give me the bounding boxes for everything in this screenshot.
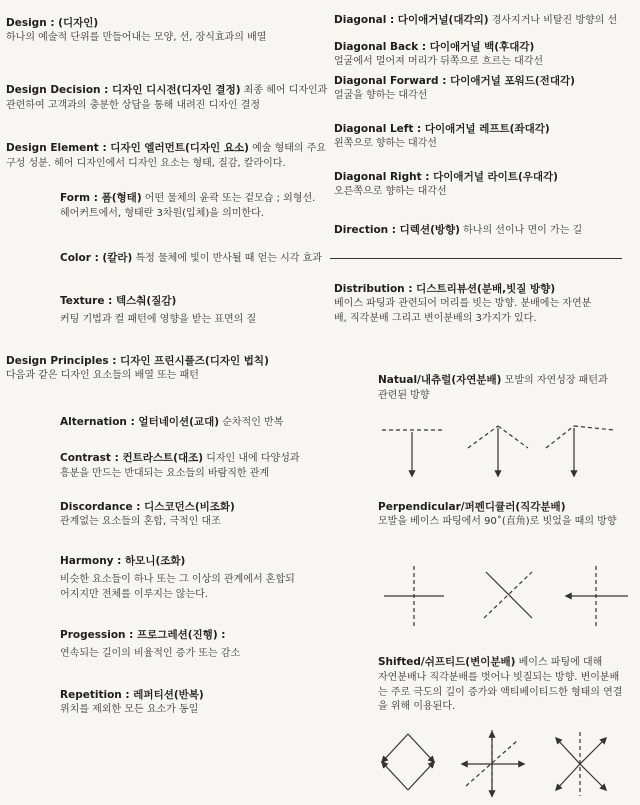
discordance-entry <box>60 500 328 530</box>
form-entry <box>60 184 328 222</box>
perpendicular-diagram-1 <box>384 566 444 626</box>
repetition-title: Repetition : 레퍼티션(반복) <box>60 689 204 701</box>
texture-title: Texture : 텍스춰(질감) <box>60 295 177 307</box>
texture-desc: 커팅 기법과 컬 패턴에 영향을 받는 표면의 질 <box>60 314 257 326</box>
shifted-desc: 자연분배나 직각분배를 벗어나 빗질되는 방향. 변이분배는 주로 극도의 길이 증가와 액티베이티드한 형태의 연결을 위해 이용된다. <box>378 672 623 713</box>
direction-entry <box>334 216 634 239</box>
perpendicular-distribution-diagram <box>380 566 630 632</box>
arrow-left-down <box>382 762 408 790</box>
diagonal-left-desc: 왼쪽으로 향하는 대각선 <box>334 138 437 150</box>
arrow-down-right <box>580 764 606 790</box>
discordance-desc: 관계없는 요소들의 혼합, 극적인 대조 <box>60 516 221 528</box>
design-decision-entry <box>6 76 328 114</box>
diagonal-forward-entry <box>334 74 634 104</box>
discordance-title: Discordance : 디스코던스(비조화) <box>60 501 235 513</box>
contrast-title: Contrast : 컨트라스트(대조) <box>60 452 204 464</box>
diagonal-forward-desc: 얼굴을 향하는 대각선 <box>334 90 428 102</box>
natural-title: Natual/내츄럴(자연분배) <box>378 374 502 386</box>
perpendicular-diagram-2 <box>484 572 532 618</box>
diagonal-back-desc: 얼굴에서 멀어져 머리가 뒤쪽으로 흐르는 대각선 <box>334 56 544 68</box>
perpendicular-desc: 모발을 베이스 파팅에서 90˚(直角)로 빗었을 때의 방향 <box>378 516 617 528</box>
design-decision-desc: 관련하여 고객과의 충분한 상담을 통해 내려진 디자인 결정 <box>6 100 261 112</box>
shifted-entry <box>378 648 636 715</box>
alternation-title: Alternation : 얼터네이션(교대) <box>60 416 220 428</box>
perpendicular-diagram-3 <box>566 566 628 626</box>
shifted-diagram-2 <box>462 730 524 798</box>
color-entry <box>60 244 328 267</box>
shifted-diagram-3 <box>556 732 606 796</box>
contrast-entry <box>60 444 328 482</box>
section-divider <box>330 258 622 259</box>
design-principles-entry <box>6 354 328 384</box>
diagonal-forward-title: Diagonal Forward : 다이애거널 포워드(전대각) <box>334 75 575 87</box>
diagonal-title: Diagonal : 다이애거널(대각의) <box>334 14 489 26</box>
alternation-title-tail: 순차적인 반복 <box>219 417 284 428</box>
distribution-entry <box>334 282 602 326</box>
progession-entry <box>60 628 328 662</box>
arrow-right-down <box>408 762 434 790</box>
distribution-desc: 베이스 파팅과 관련되어 머리를 빗는 방향. 분배에는 자연분배, 직각분배 그리고 변이분배의 3가지가 있다. <box>334 298 592 324</box>
natural-diagram-2 <box>468 426 528 476</box>
shifted-title: Shifted/쉬프티드(변이분배) <box>378 656 516 668</box>
arrow-left-up <box>382 734 408 762</box>
part-line-right <box>498 426 528 448</box>
diagonal-right-desc: 오른쪽으로 향하는 대각선 <box>334 186 447 198</box>
diagonal-title-tail: 경사지거나 비탈진 방향의 선 <box>488 15 618 26</box>
contrast-desc: 흥분을 만드는 반대되는 요소들의 바람직한 관계 <box>60 468 270 480</box>
texture-entry <box>60 294 328 328</box>
design-entry <box>6 16 324 46</box>
progession-title: Progession : 프로그레션(진행) : <box>60 629 226 641</box>
design-element-desc: 구성 성분. 헤어 디자인에서 디자인 요소는 형태, 질감, 칼라이다. <box>6 158 286 170</box>
design-title: Design : (디자인) <box>6 17 99 29</box>
form-desc: 헤어커트에서, 형태란 3차원(입체)을 의미한다. <box>60 208 264 220</box>
arrow-down-left <box>556 764 580 790</box>
progession-desc: 연속되는 길이의 비율적인 증가 또는 감소 <box>60 648 241 660</box>
design-desc: 하나의 예술적 단위를 만들어내는 모양, 선, 장식효과의 배열 <box>6 32 267 44</box>
distribution-title: Distribution : 디스트리뷰션(분배,빗질 방향) <box>334 283 556 295</box>
natural-entry <box>378 366 636 404</box>
part-line-left <box>546 426 574 448</box>
natural-diagram-3 <box>546 426 614 476</box>
design-decision-title: Design Decision : 디자인 디시전(디자인 결정) <box>6 84 241 96</box>
design-element-title-tail: 예술 형태의 주요 <box>248 143 327 154</box>
repetition-desc: 위치를 제외한 모든 요소가 동일 <box>60 704 199 716</box>
color-title-tail: 특정 물체에 빛이 반사될 때 얻는 시각 효과 <box>132 253 322 264</box>
perpendicular-title: Perpendicular/퍼펜디큘러(직각분배) <box>378 501 566 513</box>
arrow-right-up <box>408 734 434 762</box>
design-decision-title-tail: 최종 헤어 디자인과 <box>240 85 328 96</box>
shifted-title-tail: 베이스 파팅에 대해 <box>515 657 603 668</box>
design-element-title: Design Element : 디자인 엘러먼트(디자인 요소) <box>6 142 249 154</box>
direction-title-tail: 하나의 선이나 면이 가는 길 <box>459 225 583 236</box>
form-title: Form : 폼(형태) <box>60 192 142 204</box>
diagonal-left-entry <box>334 122 634 152</box>
arrow-up-left <box>556 738 580 764</box>
diagonal-back-entry <box>334 40 634 70</box>
design-principles-title: Design Principles : 디자인 프린시플즈(디자인 법칙) <box>6 355 269 367</box>
shifted-distribution-diagram <box>380 728 630 800</box>
design-principles-desc: 다음과 같은 디자인 요소들의 배열 또는 패턴 <box>6 370 199 382</box>
natural-diagram-1 <box>382 430 442 476</box>
part-line-right <box>574 426 614 430</box>
natural-desc: 관련된 방향 <box>378 390 430 402</box>
arrow-up-right <box>580 738 606 764</box>
form-title-tail: 어떤 물체의 윤곽 또는 겉모습 ; 외형선. <box>141 193 316 204</box>
alternation-entry <box>60 408 328 431</box>
diagonal-right-entry <box>334 170 634 200</box>
contrast-title-tail: 디자인 내에 다양성과 <box>203 453 300 464</box>
harmony-desc: 비슷한 요소들이 하나 또는 그 이상의 관계에서 혼합되어지지만 전체를 이루지는 않는다. <box>60 574 295 600</box>
natural-distribution-diagram <box>376 418 626 488</box>
diagonal-right-title: Diagonal Right : 다이애거널 라이트(우대각) <box>334 171 558 183</box>
perpendicular-entry <box>378 500 636 530</box>
color-title: Color : (칼라) <box>60 252 133 264</box>
direction-title: Direction : 디렉션(방향) <box>334 224 460 236</box>
repetition-entry <box>60 688 328 718</box>
natural-title-tail: 모발의 자연성장 패턴과 <box>501 375 608 386</box>
harmony-entry <box>60 554 296 602</box>
diagonal-back-title: Diagonal Back : 다이애거널 백(후대각) <box>334 41 535 53</box>
design-element-entry <box>6 134 328 172</box>
diagonal-entry <box>334 6 634 29</box>
part-line-left <box>468 426 498 448</box>
harmony-title: Harmony : 하모니(조화) <box>60 555 186 567</box>
diagonal-left-title: Diagonal Left : 다이애거널 레프트(좌대각) <box>334 123 550 135</box>
shifted-diagram-1 <box>382 734 434 790</box>
